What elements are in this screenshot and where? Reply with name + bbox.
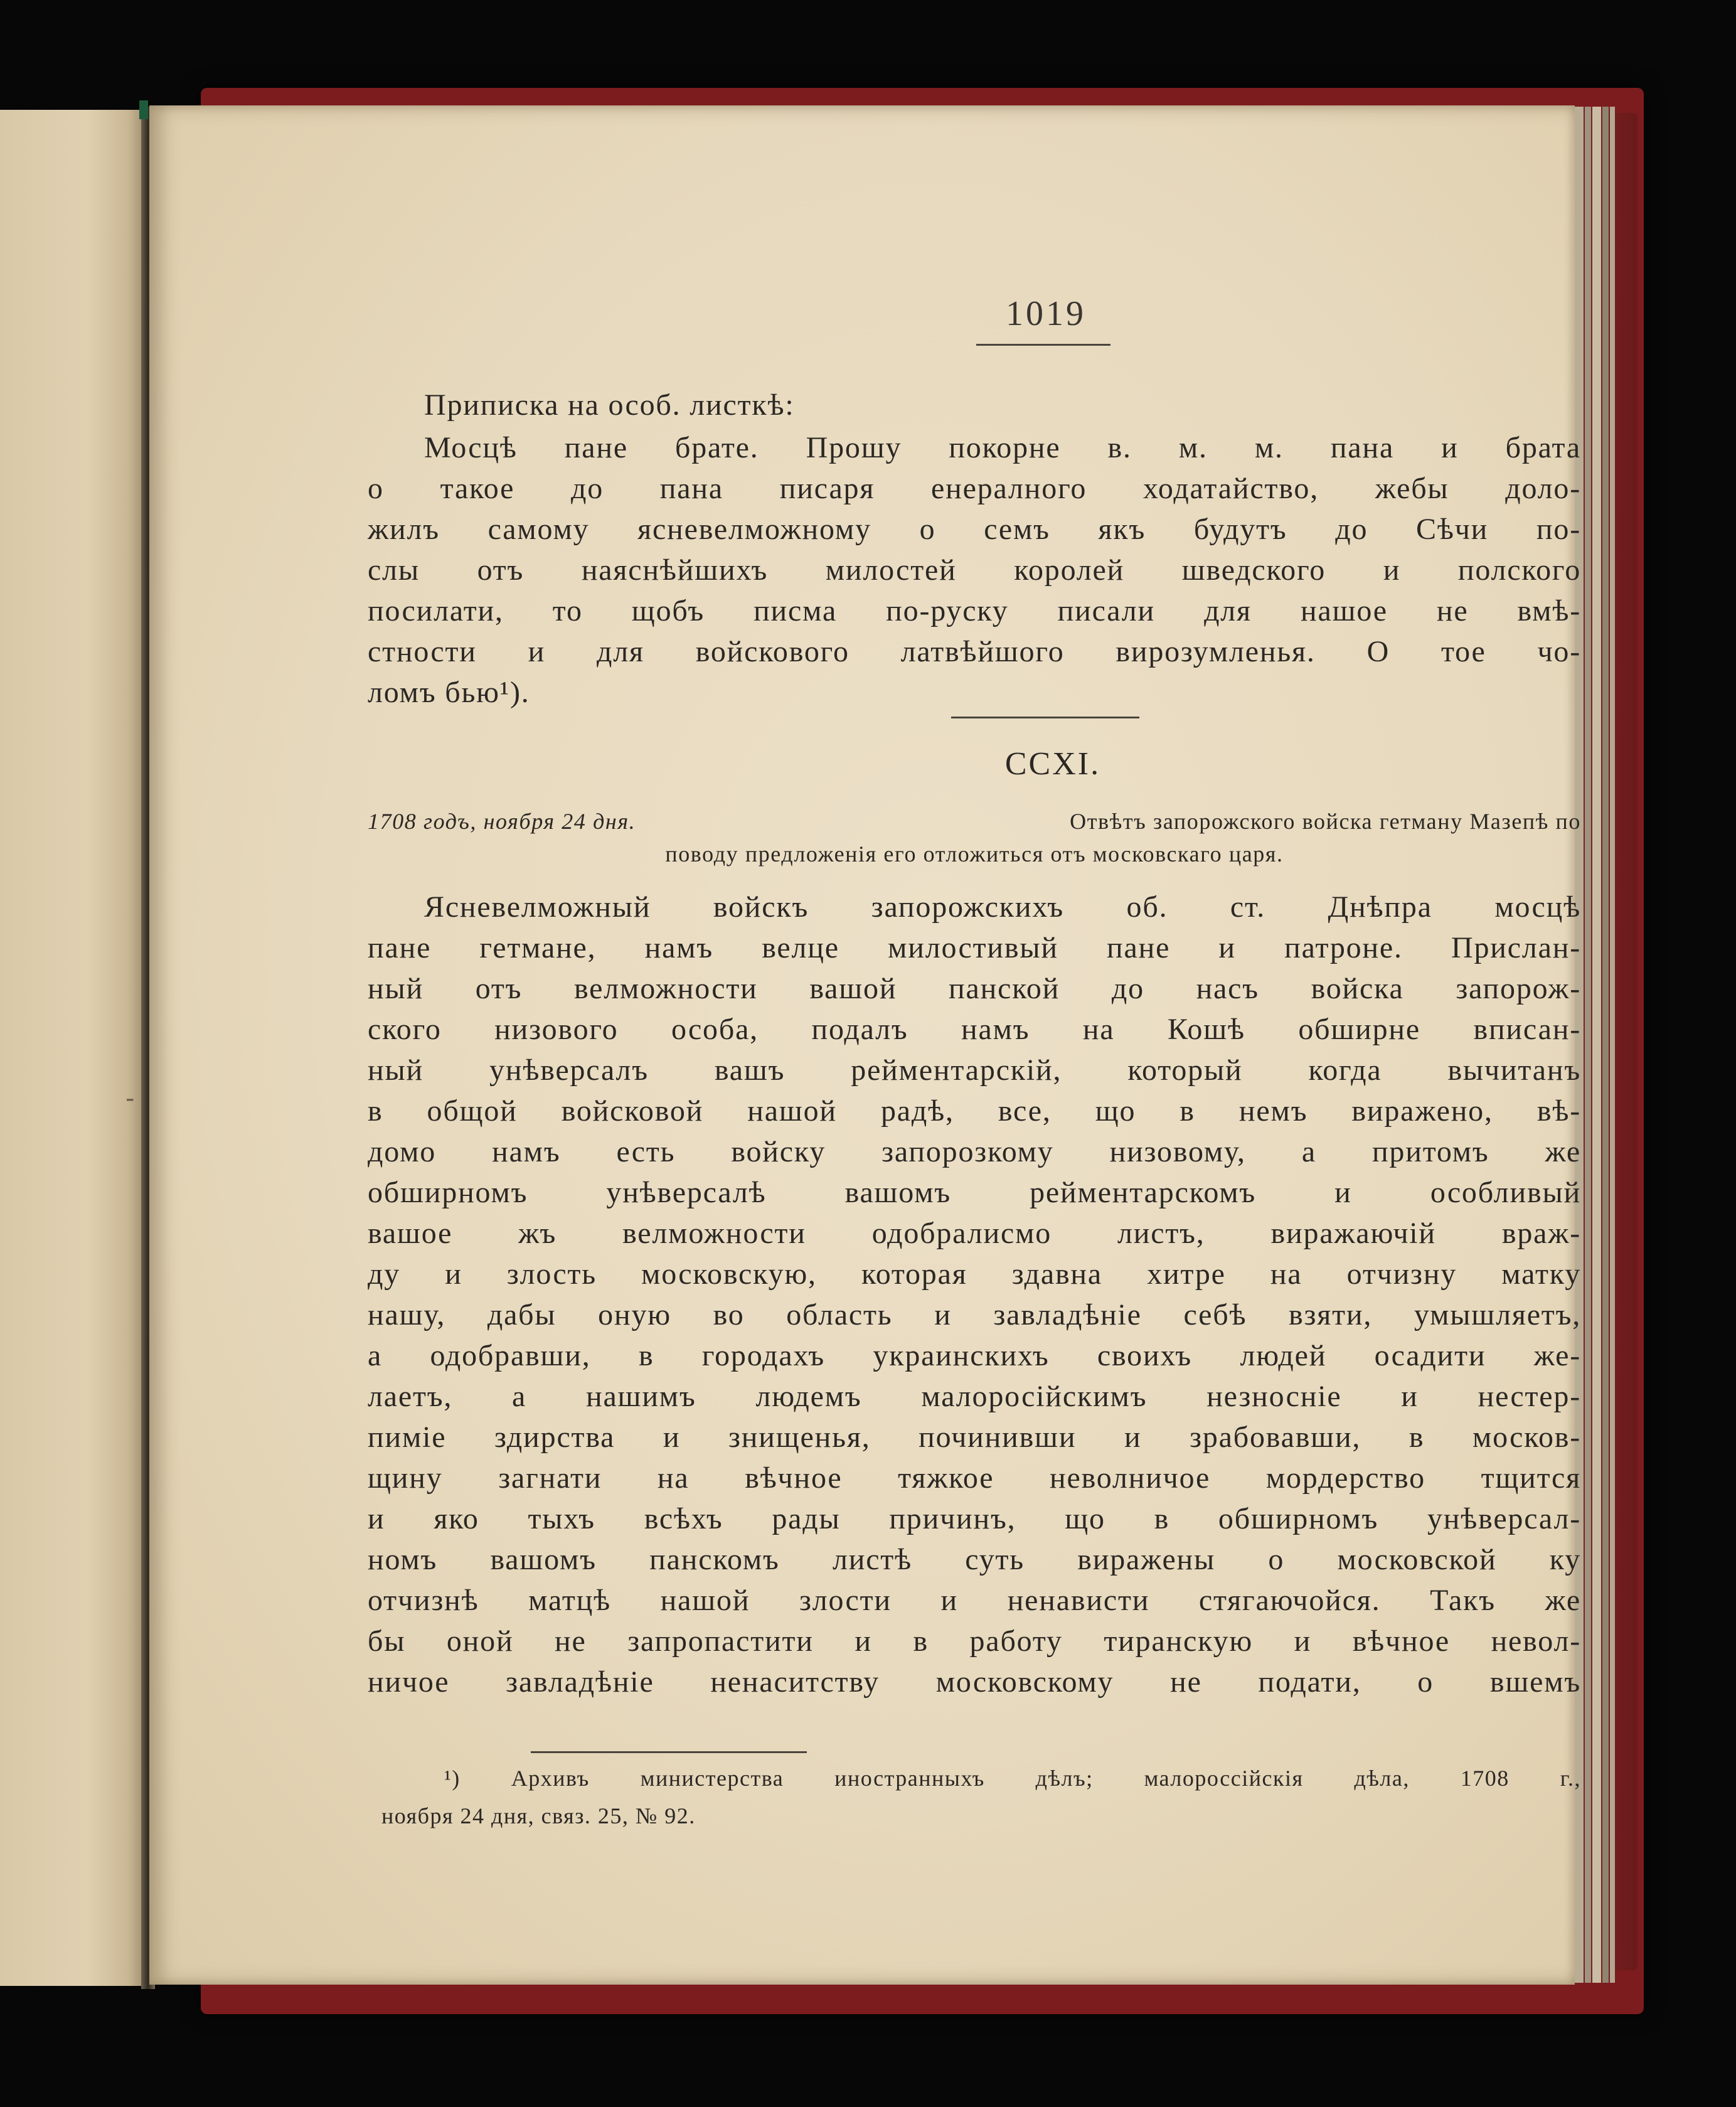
footnote-rule <box>531 1751 807 1753</box>
postscript-line: ломъ бью¹). <box>368 676 530 709</box>
body-line: ный унѣверсалъ вашъ рейментарскій, который когда вычитанъ <box>368 1054 1581 1087</box>
postscript-line: жилъ самому ясневелможному о семъ якъ будутъ до Сѣчи по- <box>368 513 1581 546</box>
body-line: ду и злость московскую, которая здавна хитре на отчизну матку <box>368 1257 1581 1291</box>
body-line: а одобравши, в городахъ украинскихъ своихъ людей осадити же- <box>368 1339 1581 1372</box>
postscript-line: посилати, то щобъ писма по-руску писали для нашое не вмѣ- <box>368 594 1581 627</box>
body-line: домо намъ есть войску запорозкому низовому, а притомъ же <box>368 1135 1581 1168</box>
body-line: обширномъ унѣверсалѣ вашомъ рейментарскомъ и особливый <box>368 1176 1581 1209</box>
body-line: бы оной не запропастити и в работу тиранскую и вѣчное невол- <box>368 1624 1581 1658</box>
body-line: Ясневелможный войскъ запорожскихъ об. ст. Днѣпра мосцѣ <box>424 890 1581 924</box>
page-block-edge <box>1585 107 1591 1983</box>
footnote-line: ¹) Архивъ министерства иностранныхъ дѣлъ; малороссійскія дѣла, 1708 г., <box>444 1766 1581 1791</box>
body-line: отчизнѣ матцѣ нашой злости и ненависти стягаючойся. Такъ же <box>368 1584 1581 1617</box>
postscript-line: о такое до пана писаря енералного ходатайство, жебы доло- <box>368 472 1581 505</box>
bookmark-ribbon <box>139 100 148 119</box>
page-number-rule <box>976 344 1110 346</box>
section-number: CCXI. <box>1004 746 1101 782</box>
body-line: ского низового особа, подалъ намъ на Кошѣ обширне вписан- <box>368 1013 1581 1046</box>
body-line: в общой войсковой нашой радѣ, все, що в немъ виражено, вѣ- <box>368 1094 1581 1128</box>
body-line: ничое завладѣніе ненаситству московскому не подати, о вшемъ <box>368 1665 1581 1699</box>
postscript-heading: Приписка на особ. листкѣ: <box>424 388 795 422</box>
body-line: и яко тыхъ всѣхъ рады причинъ, що в обширномъ унѣверсал- <box>368 1502 1581 1535</box>
postscript-line: стности и для войскового латвѣйшого вирозумленья. О тое чо- <box>368 635 1581 668</box>
page-block-edge <box>1602 107 1609 1983</box>
body-line: ный отъ велможности вашой панской до насъ войска запорож- <box>368 972 1581 1005</box>
section-rule <box>951 717 1139 718</box>
section-heading-date: 1708 годъ, ноября 24 дня. <box>368 809 636 834</box>
page-block-edge <box>1592 107 1601 1983</box>
postscript-line: Мосцѣ пане брате. Прошу покорне в. м. м. пана и брата <box>424 431 1581 464</box>
section-heading-line: поводу предложенія его отложиться отъ московскаго царя. <box>665 841 1284 867</box>
body-line: номъ вашомъ панскомъ листѣ суть виражены о московской ку <box>368 1543 1581 1576</box>
body-line: щину загнати на вѣчное тяжкое неволничое мордерство тщится <box>368 1461 1581 1495</box>
left-page <box>0 110 146 1986</box>
margin-mark: - <box>125 1084 135 1113</box>
postscript-line: слы отъ наяснѣйшихъ милостей королей шведского и полского <box>368 553 1581 587</box>
section-heading-line <box>368 808 1581 835</box>
body-line: пиміе здирства и знищенья, починивши и зрабовавши, в москов- <box>368 1421 1581 1454</box>
footnote-line: ноября 24 дня, связ. 25, № 92. <box>381 1803 696 1828</box>
body-line: лаетъ, а нашимъ людемъ малоросійскимъ незносніе и нестер- <box>368 1380 1581 1413</box>
section-heading-text: Отвѣтъ запорожского войска гетману Мазепѣ по <box>1070 809 1581 834</box>
right-page <box>149 105 1581 1985</box>
body-line: пане гетмане, намъ велце милостивый пане и патроне. Прислан- <box>368 931 1581 964</box>
body-line: вашое жъ велможности одобралисмо листъ, виражаючій враж- <box>368 1217 1581 1250</box>
page-number: 1019 <box>1006 294 1086 333</box>
body-line: нашу, дабы оную во область и завладѣніе себѣ взяти, умышляетъ, <box>368 1298 1581 1331</box>
page-block-edge <box>1610 107 1615 1983</box>
